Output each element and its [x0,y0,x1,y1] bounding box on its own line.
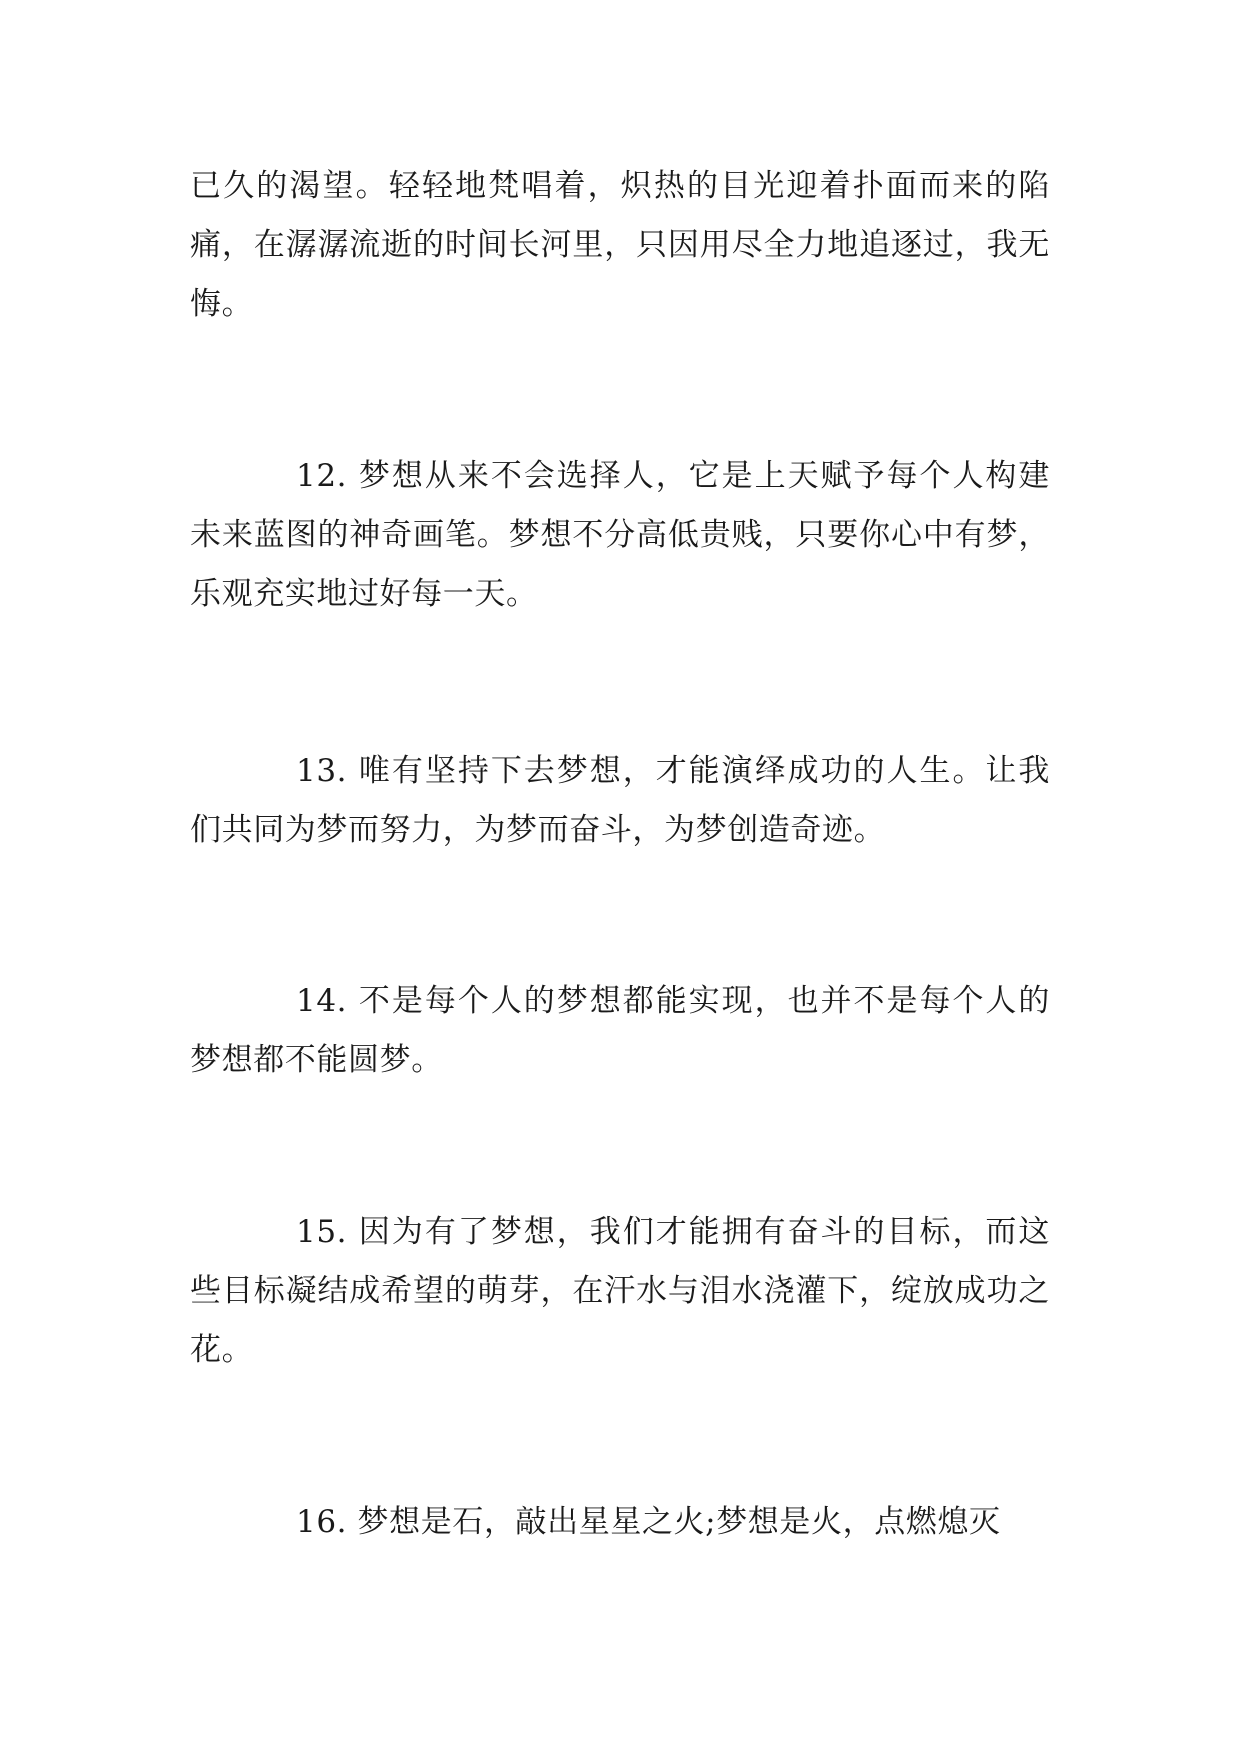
paragraph-item-13: 13. 唯有坚持下去梦想，才能演绎成功的人生。让我们共同为梦而努力，为梦而奋斗，为梦创造奇迹。 [190,753,1050,848]
paragraph-item-15: 15. 因为有了梦想，我们才能拥有奋斗的目标，而这些目标凝结成希望的萌芽，在汗水与泪水浇灌下，绽放成功之花。 [190,1214,1050,1368]
paragraph-item-14: 14. 不是每个人的梦想都能实现，也并不是每个人的梦想都不能圆梦。 [190,983,1050,1078]
paragraph-item-16: 16. 梦想是石，敲出星星之火;梦想是火，点燃熄灭 [296,1504,1001,1540]
paragraph-continuation: 已久的渴望。轻轻地梵唱着，炽热的目光迎着扑面而来的陷痛，在潺潺流逝的时间长河里，只因用尽全力地追逐过，我无悔。 [190,168,1050,322]
paragraph-item-12: 12. 梦想从来不会选择人，它是上天赋予每个人构建未来蓝图的神奇画笔。梦想不分高低贵贱，只要你心中有梦，乐观充实地过好每一天。 [190,458,1050,612]
